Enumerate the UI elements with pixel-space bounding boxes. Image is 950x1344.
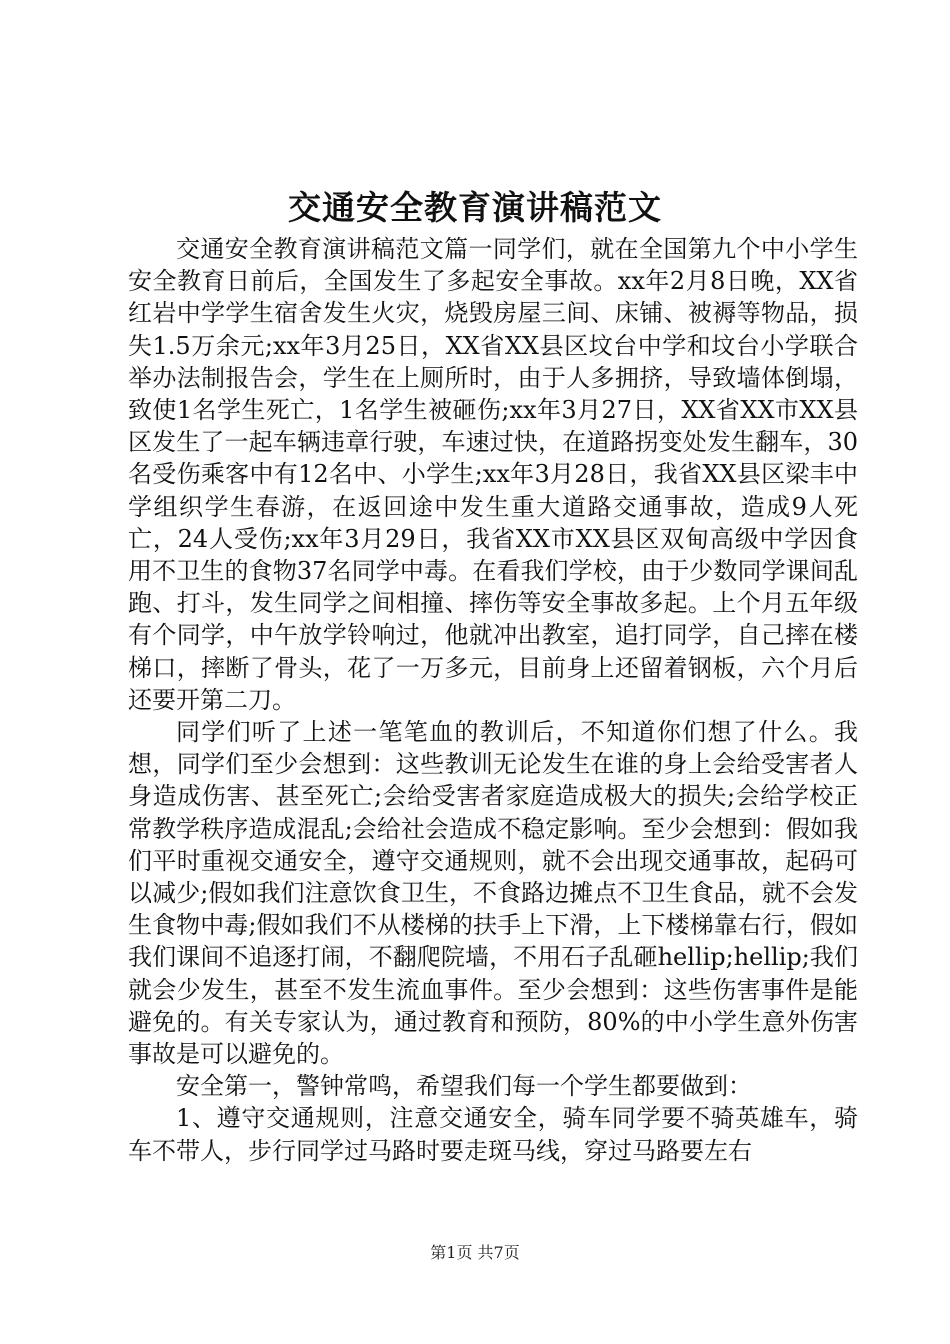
paragraph-2: 同学们听了上述一笔笔血的教训后，不知道你们想了什么。我想，同学们至少会想到：这些教训无论发生在谁的身上会给受害者人身造成伤害、甚至死亡;会给受害者家庭造成极大的损失;会给学校正常教学秩序造成混乱;会给社会造成不稳定影响。至少会想到：假如我们平时重视交通安全，遵守交通规则，就不会出现交通事故，起码可以减少;假如我们注意饮食卫生，不食路边摊点不卫生食品，就不会发生食物中毒;假如我们不从楼梯的扶手上下滑，上下楼梯靠右行，假如我们课间不追逐打闹，不翻爬院墙，不用石子乱砸hellip;hellip;我们就会少发生，甚至不发生流血事件。至少会想到：这些伤害事件是能避免的。有关专家认为，通过教育和预防，80%的中小学生意外伤害事故是可以避免的。: [128, 718, 858, 1069]
document-body: [128, 233, 858, 1167]
paragraph-3: 安全第一，警钟常鸣，希望我们每一个学生都要做到：: [176, 1072, 752, 1101]
paragraph-1: 交通安全教育演讲稿范文篇一同学们，就在全国第九个中小学生安全教育日前后，全国发生了多起安全事故。xx年2月8日晚，XX省红岩中学学生宿舍发生火灾，烧毁房屋三间、床铺、被褥等物品，损失1.5万余元;xx年3月25日，XX省XX县区坟台中学和坟台小学联合举办法制报告会，学生在上厕所时，由于人多拥挤，导致墙体倒塌，致使1名学生死亡，1名学生被砸伤;xx年3月27日，XX省XX市XX县区发生了一起车辆违章行驶，车速过快，在道路拐变处发生翻车，30名受伤乘客中有12名中、小学生;xx年3月28日，我省XX县区梁丰中学组织学生春游，在返回途中发生重大道路交通事故，造成9人死亡，24人受伤;xx年3月29日，我省XX市XX县区双甸高级中学因食用不卫生的食物37名同学中毒。在看我们学校，由于少数同学课间乱跑、打斗，发生同学之间相撞、摔伤等安全事故多起。上个月五年级有个同学，中午放学铃响过，他就冲出教室，追打同学，自己摔在楼梯口，摔断了骨头，花了一万多元，目前身上还留着钢板，六个月后还要开第二刀。: [128, 235, 858, 714]
paragraph-4: 1、遵守交通规则，注意交通安全，骑车同学要不骑英雄车，骑车不带人，步行同学过马路时要走斑马线，穿过马路要左右: [128, 1104, 858, 1165]
page-number-footer: 第1页 共7页: [430, 1243, 520, 1262]
document-title: 交通安全教育演讲稿范文: [288, 188, 662, 227]
